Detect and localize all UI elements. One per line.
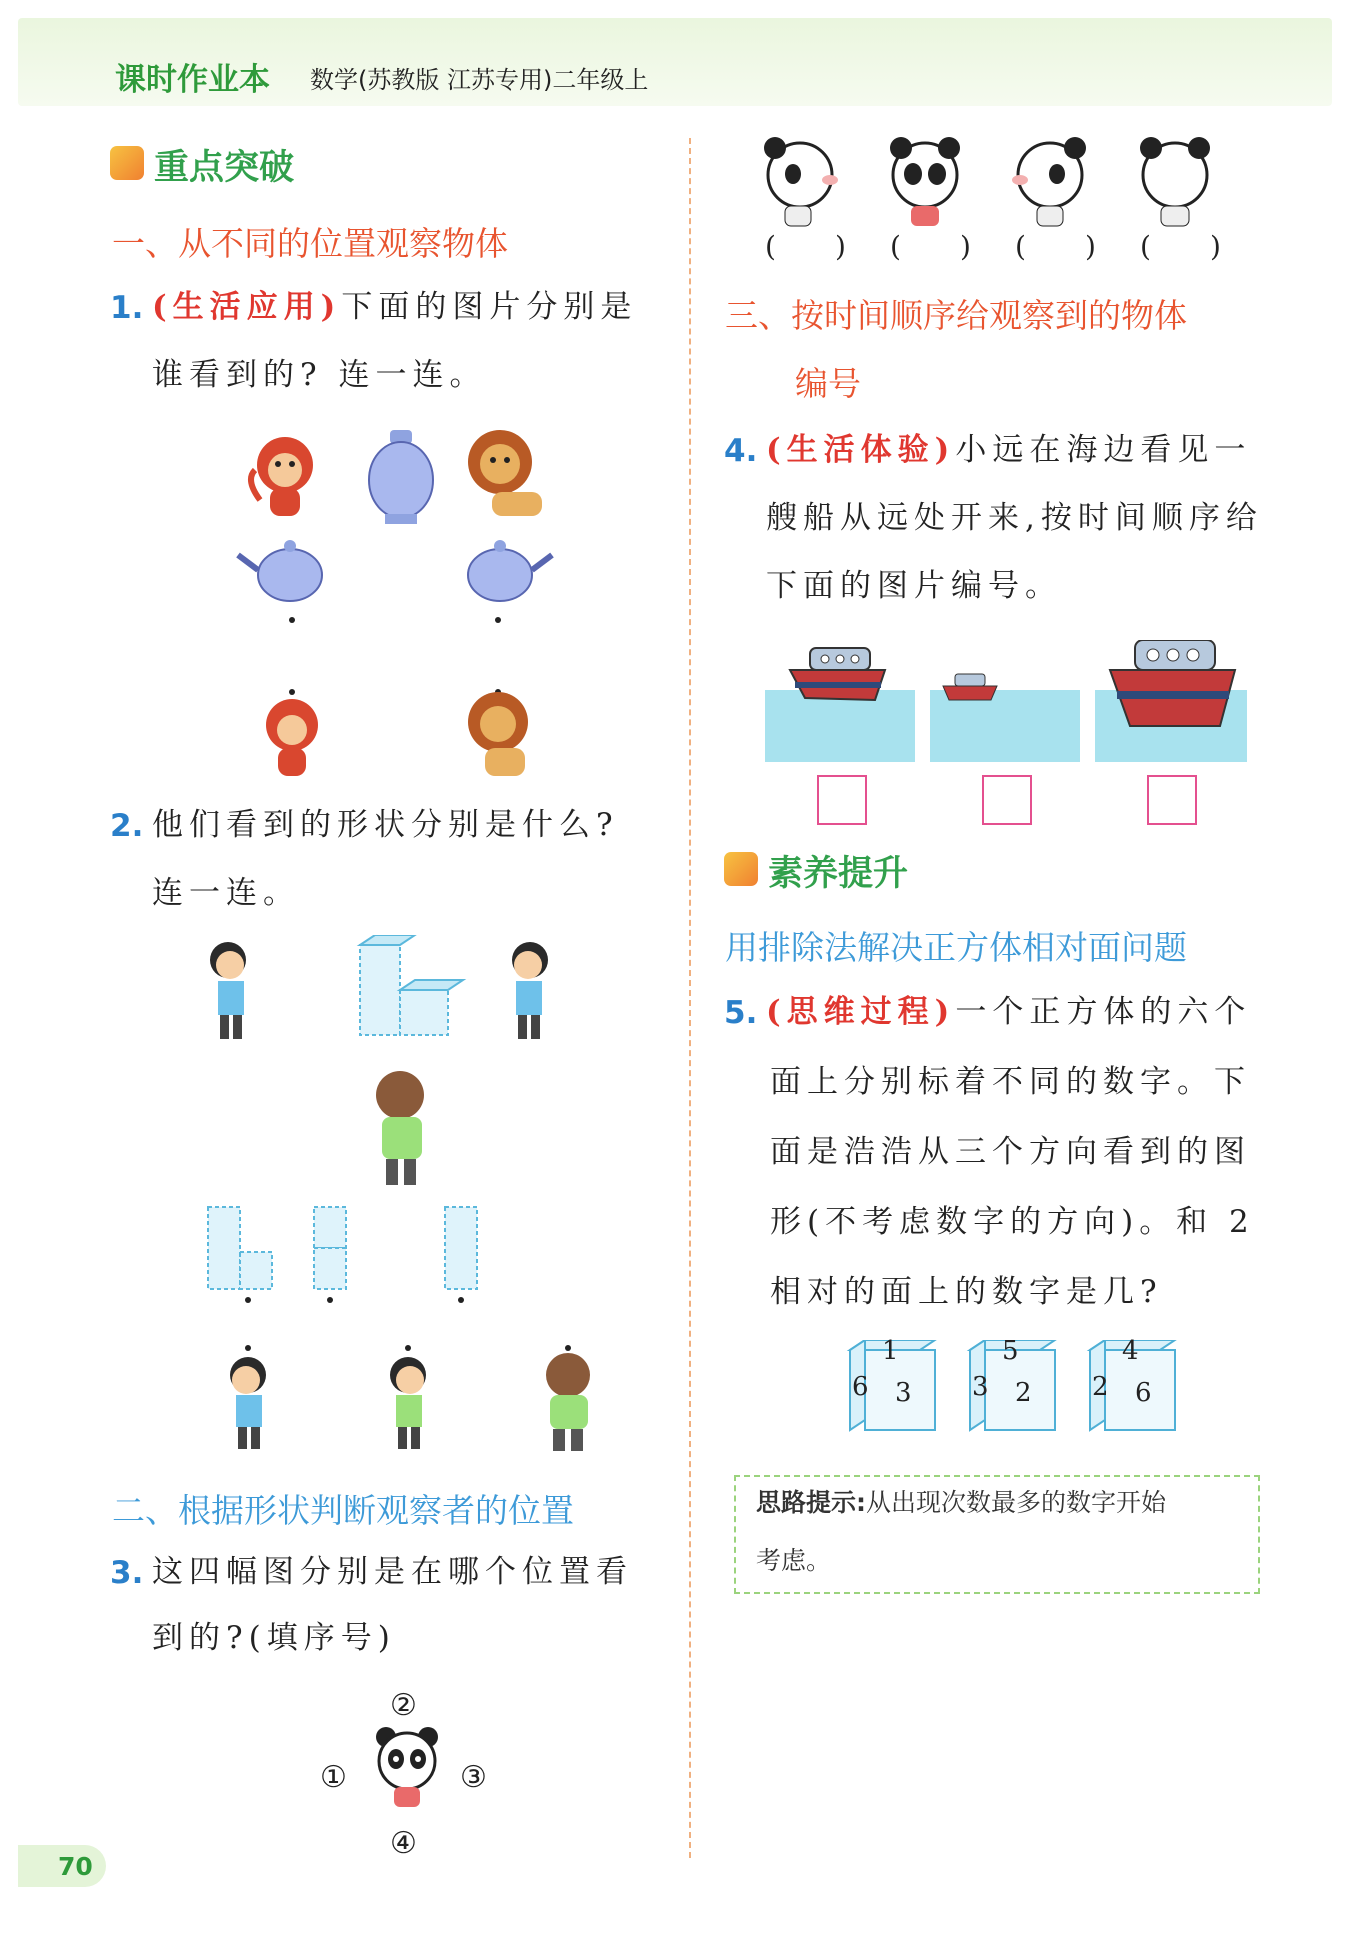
q2-text-line2: 连一连。 <box>152 875 300 911</box>
q1-text-line1: (生活应用)下面的图片分别是 <box>152 289 638 325</box>
q1-illustration <box>230 420 560 780</box>
q1-number: 1. <box>110 290 144 326</box>
ship-medium-icon <box>790 648 885 700</box>
q5-text-line2: 面上分别标着不同的数字。下 <box>770 1064 1251 1100</box>
panda-front-icon <box>890 137 960 226</box>
q5-text-line3: 面是浩浩从三个方向看到的图 <box>770 1134 1251 1170</box>
cube1-top: 1 <box>882 1336 899 1366</box>
part3-title-line2: 编号 <box>795 364 861 403</box>
shape-l-icon <box>208 1207 272 1289</box>
ships <box>765 640 1247 730</box>
order-box-2[interactable] <box>982 775 1032 825</box>
position-4: ④ <box>390 1826 417 1861</box>
cube2-front: 2 <box>1015 1378 1032 1408</box>
boy-bottom-mid-icon <box>390 1357 426 1449</box>
lion-icon <box>468 430 542 516</box>
position-3: ③ <box>460 1760 487 1795</box>
q4-text-line3: 下面的图片编号。 <box>766 568 1062 604</box>
cube3-front: 6 <box>1135 1378 1152 1408</box>
position-1: ① <box>320 1760 347 1795</box>
section2-icon <box>724 852 758 886</box>
book-subtitle: 数学(苏教版 江苏专用)二年级上 <box>310 66 649 94</box>
q5-text-line1: (思维过程)一个正方体的六个 <box>766 994 1252 1030</box>
section-title: 重点突破 <box>154 148 295 188</box>
q4-text-line2: 艘船从远处开来,按时间顺序给 <box>766 500 1263 536</box>
monkey-bottom-icon <box>266 699 318 776</box>
q2-number: 2. <box>110 808 144 844</box>
q3-number: 3. <box>110 1555 144 1591</box>
ship-small-icon <box>943 674 997 700</box>
q3-text-line1: 这四幅图分别是在哪个位置看 <box>152 1554 633 1590</box>
shape-rect-icon <box>445 1207 477 1289</box>
monkey-icon <box>251 437 313 516</box>
hint-label: 思路提示: <box>756 1488 866 1517</box>
cube3-left: 2 <box>1092 1372 1109 1402</box>
vase-icon <box>369 430 433 524</box>
book-title: 课时作业本 <box>115 62 270 98</box>
blank-3-close: ) <box>1085 230 1096 263</box>
cube-solid-icon <box>360 935 463 1035</box>
cube1-left: 6 <box>852 1372 869 1402</box>
cube2-left: 3 <box>972 1372 989 1402</box>
q4-tag: (生活体验) <box>766 432 956 468</box>
q5-text-line5: 相对的面上的数字是几? <box>770 1274 1163 1310</box>
girl-back-icon <box>376 1071 424 1185</box>
blank-4-open: ( <box>1140 230 1151 263</box>
cube2-top: 5 <box>1002 1336 1019 1366</box>
q4-text-line1: (生活体验)小远在海边看见一 <box>766 432 1252 468</box>
q5-tag: (思维过程) <box>766 994 956 1030</box>
order-box-3[interactable] <box>1147 775 1197 825</box>
part4-title: 用排除法解决正方体相对面问题 <box>725 928 1187 967</box>
q5-text-line4: 形(不考虑数字的方向)。和 2 <box>770 1204 1255 1240</box>
q3-text-line2: 到的?(填序号) <box>152 1620 396 1656</box>
cube3-top: 4 <box>1122 1336 1139 1366</box>
hint-line1: 思路提示:从出现次数最多的数字开始 <box>756 1488 1167 1517</box>
panda-center-icon <box>372 1725 442 1813</box>
page-number: 70 <box>58 1852 93 1881</box>
cube1-front: 3 <box>895 1378 912 1408</box>
q2-illustration <box>200 935 620 1455</box>
order-box-1[interactable] <box>817 775 867 825</box>
boy-right-icon <box>512 942 548 1039</box>
part1-title: 一、从不同的位置观察物体 <box>112 224 508 263</box>
blank-4-close: ) <box>1210 230 1221 263</box>
panda-back-icon <box>1140 137 1210 226</box>
panda-side-left-icon <box>764 137 838 226</box>
girl-bottom-right-icon <box>546 1353 590 1451</box>
pandas-row <box>755 130 1235 230</box>
blank-3-open: ( <box>1015 230 1026 263</box>
q2-text-line1: 他们看到的形状分别是什么? <box>152 807 619 843</box>
q5-number: 5. <box>724 995 758 1031</box>
shape-stack-icon <box>314 1207 346 1289</box>
blank-2-open: ( <box>890 230 901 263</box>
column-divider <box>689 138 691 1858</box>
q1-tag: (生活应用) <box>152 289 342 325</box>
boy-bottom-left-icon <box>230 1357 266 1449</box>
blank-2-close: ) <box>960 230 971 263</box>
panda-side-right-icon <box>1012 137 1086 226</box>
section-icon <box>110 146 144 180</box>
hint-line2: 考虑。 <box>756 1546 832 1575</box>
blank-1-close: ) <box>835 230 846 263</box>
lion-bottom-icon <box>468 692 528 776</box>
ship-large-icon <box>1110 640 1235 726</box>
blank-1-open: ( <box>765 230 776 263</box>
teapot-right-icon <box>468 540 552 601</box>
q1-text-line2: 谁看到的? 连一连。 <box>152 357 487 393</box>
position-2: ② <box>390 1688 417 1723</box>
q4-number: 4. <box>724 433 758 469</box>
part3-title-line1: 三、按时间顺序给观察到的物体 <box>725 296 1187 335</box>
boy-left-icon <box>210 942 246 1039</box>
teapot-left-icon <box>238 540 322 601</box>
part2-title: 二、根据形状判断观察者的位置 <box>112 1491 574 1530</box>
section2-title: 素养提升 <box>768 854 909 894</box>
